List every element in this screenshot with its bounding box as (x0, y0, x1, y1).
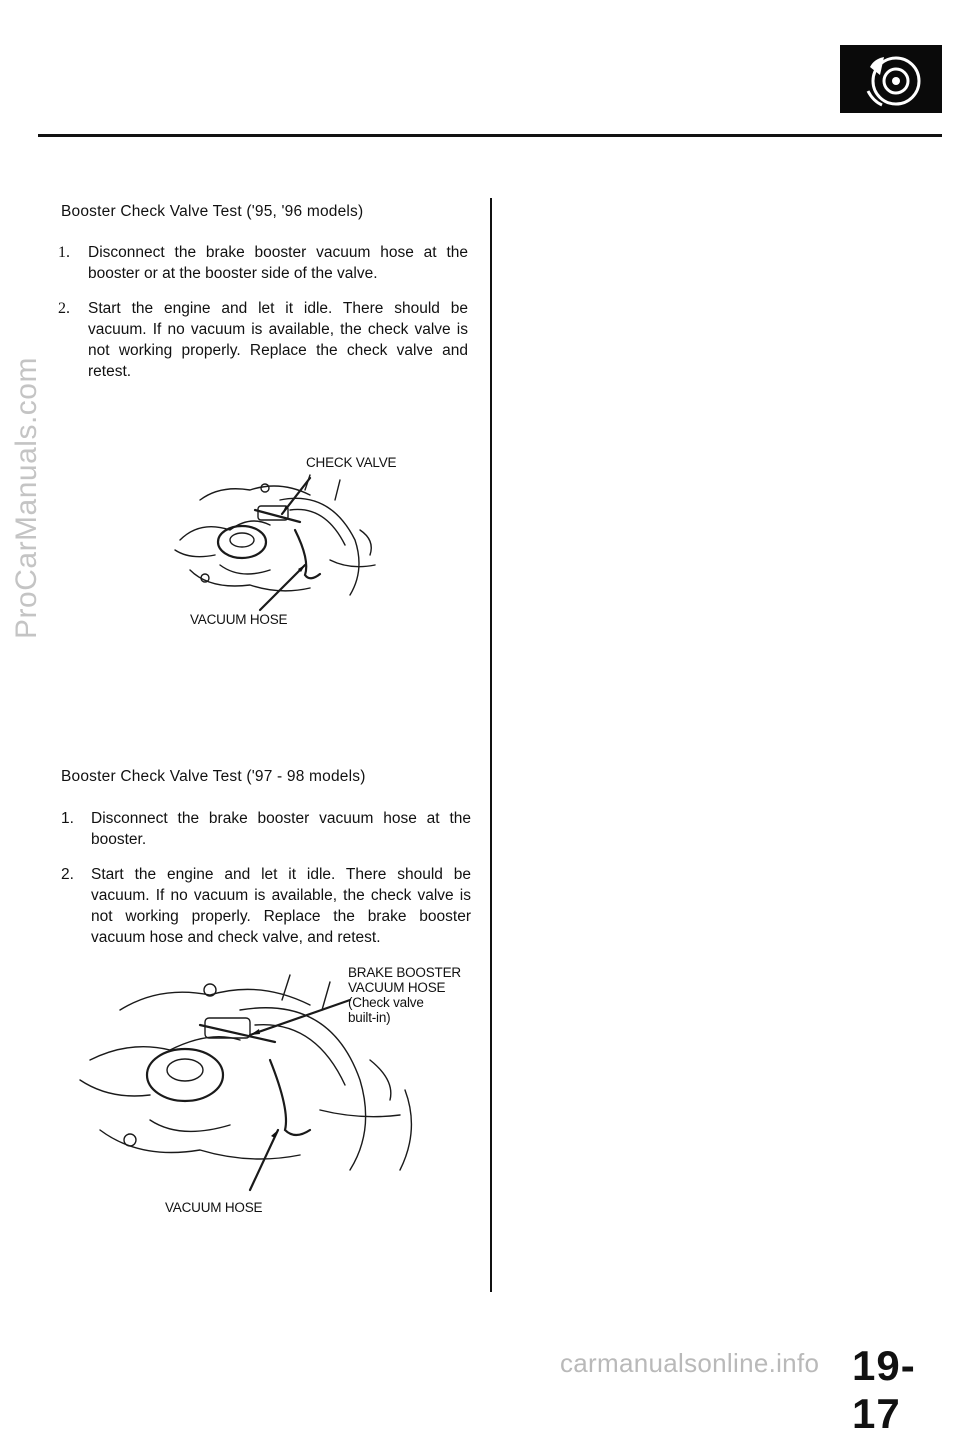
vacuum-hose-label-2: VACUUM HOSE (165, 1200, 263, 1215)
column-divider (490, 198, 492, 1292)
header-rule (38, 134, 942, 137)
step-text: Start the engine and let it idle. There should be vacuum. If no vacuum is available, the check valve is not working properly. Replace the brake booster vacuum hose and check valve, and retest. (91, 866, 471, 946)
vacuum-hose-label-1: VACUUM HOSE (190, 612, 288, 627)
section1-step-2 (58, 298, 468, 382)
step-number: 2. (58, 300, 70, 317)
section2-heading: Booster Check Valve Test ('97 - 98 models) (61, 768, 366, 785)
page-number: 19-17 (852, 1342, 916, 1437)
section1-step-1 (58, 242, 468, 284)
step-number: 2. (61, 866, 74, 883)
step-number: 1. (58, 244, 70, 261)
step-text: Disconnect the brake booster vacuum hose at the booster. (91, 810, 471, 848)
brake-disc-icon (840, 45, 942, 113)
booster-hose-label-line2: VACUUM HOSE (348, 980, 446, 995)
section2-step-1 (61, 808, 471, 850)
booster-hose-label-line4: built-in) (348, 1010, 391, 1025)
engine-bay-illustration-1 (160, 470, 400, 620)
check-valve-label: CHECK VALVE (306, 455, 397, 470)
step-text: Disconnect the brake booster vacuum hose at the booster or at the booster side of the valve. (88, 244, 468, 282)
step-text: Start the engine and let it idle. There should be vacuum. If no vacuum is available, the check valve is not working properly. Replace the check valve and retest. (88, 300, 468, 380)
engine-bay-illustration-2 (60, 970, 430, 1200)
booster-hose-label-line1: BRAKE BOOSTER (348, 965, 461, 980)
side-watermark: ProCarManuals.com (10, 357, 43, 639)
section1-heading: Booster Check Valve Test ('95, '96 models) (61, 203, 364, 220)
booster-hose-label-line3: (Check valve (348, 995, 424, 1010)
footer-watermark: carmanualsonline.info (560, 1348, 820, 1378)
step-number: 1. (61, 810, 74, 827)
section2-step-2 (61, 864, 471, 948)
